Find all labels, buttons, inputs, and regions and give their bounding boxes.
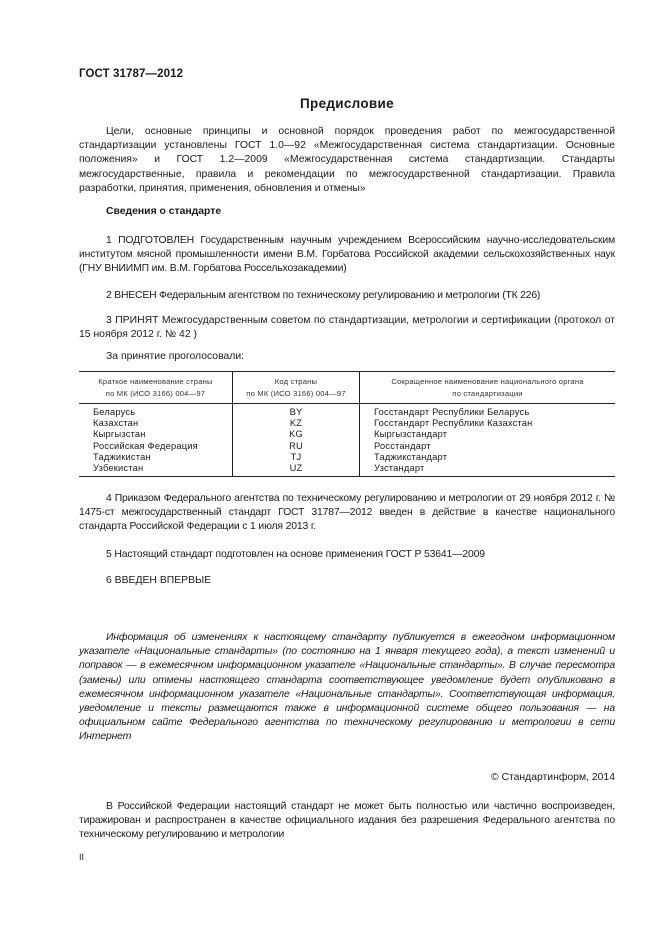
country-cell: Узбекистан xyxy=(79,463,233,477)
body-cell: Кыргызстандарт xyxy=(360,429,616,440)
table-row xyxy=(79,404,615,419)
body-cell: Таджикстандарт xyxy=(360,452,616,463)
table-row xyxy=(79,441,615,452)
standard-info-heading: Сведения о стандарте xyxy=(106,206,222,217)
intro-paragraph: Цели, основные принципы и основной порядок проведения работ по межгосударственной стандартизации установлены ГОСТ 1.0—92 «Межгосударственная система стандартизации. Основные положения» и ГОСТ 1.2—2009 «Межгосударственная система стандартизации. Стандарты межгосударственные, правила и рекомендации по межгосударственной стандартизации. Правила разработки, принятия, применения, обновления и отмены» xyxy=(79,126,615,194)
changes-notice: Информация об изменениях к настоящему стандарту публикуется в ежегодном информационном указателе «Национальные стандарты» (по состоянию на 1 января текущего года), а текст изменений и поправок — в ежемесячном информационном указателе «Национальные стандарты». В случае пересмотра (замены) или отмены настоящего стандарта соответствующее уведомление будет опубликовано в ежемесячном информационном указателе «Национальные стандарты». Соответствующая информация, уведомление и тексты размещаются также в информационной системе общего пользования — на официальном сайте Федерального агентства по техническому регулированию и метрологии в сети Интернет xyxy=(79,632,615,743)
page-number: II xyxy=(79,852,85,862)
table-row xyxy=(79,463,615,477)
code-cell: UZ xyxy=(233,463,360,477)
body-cell: Госстандарт Республики Казахстан xyxy=(360,418,616,429)
info-item-5: 5 Настоящий стандарт подготовлен на основе применения ГОСТ Р 53641—2009 xyxy=(106,549,485,560)
reproduction-notice: В Российской Федерации настоящий стандарт не может быть полностью или частично воспроизведен, тиражирован и распространен в качестве официального издания без разрешения Федерального агентства по техническому регулированию и метрологии xyxy=(79,801,615,841)
vote-table-header-row xyxy=(79,372,615,404)
body-cell: Росстандарт xyxy=(360,441,616,452)
info-item-1: 1 ПОДГОТОВЛЕН Государственным научным учреждением Всероссийским научно-исследовательским институтом мясной промышленности имени В.М. Горбатова Российской академии сельскохозяйственных наук (ГНУ ВНИИМП им. В.М. Горбатова Россельхозакадемии) xyxy=(79,235,615,275)
code-cell: RU xyxy=(233,441,360,452)
table-row xyxy=(79,452,615,463)
body-cell: Узстандарт xyxy=(360,463,616,477)
info-item-2: 2 ВНЕСЕН Федеральным агентством по техническому регулированию и метрологии (ТК 226) xyxy=(106,290,541,301)
code-cell: BY xyxy=(233,404,360,419)
vote-table xyxy=(79,371,615,477)
table-row xyxy=(79,429,615,440)
country-cell: Таджикистан xyxy=(93,451,151,462)
code-cell: TJ xyxy=(233,452,360,463)
column-header-country: Краткое наименование страны по МК (ИСО 3166) 004—97 xyxy=(79,372,233,404)
country-cell: Кыргызстан xyxy=(93,429,146,440)
page-title: Предисловие xyxy=(300,96,394,111)
country-cell: Российская Федерация xyxy=(93,440,198,451)
country-cell: Казахстан xyxy=(93,418,139,429)
code-cell: KG xyxy=(233,429,360,440)
column-header-code: Код страны по МК (ИСО 3166) 004—97 xyxy=(233,372,360,404)
vote-label: За принятие проголосовали: xyxy=(106,351,245,362)
body-cell: Госстандарт Республики Беларусь xyxy=(360,404,616,419)
country-cell: Беларусь xyxy=(93,407,136,417)
info-item-3: 3 ПРИНЯТ Межгосударственным советом по стандартизации, метрологии и сертификации (протокол от 15 ноября 2012 г. № 42 ) xyxy=(79,315,615,341)
table-row xyxy=(79,418,615,429)
copyright-notice: © Стандартинформ, 2014 xyxy=(490,772,615,783)
info-item-4: 4 Приказом Федерального агентства по техническому регулированию и метрологии от 29 ноября 2012 г. № 1475-ст межгосударственный стандарт ГОСТ 31787—2012 введен в действие в качестве национального стандарта Российской Федерации с 1 июля 2013 г. xyxy=(79,493,615,533)
info-item-6: 6 ВВЕДЕН ВПЕРВЫЕ xyxy=(106,575,212,586)
code-cell: KZ xyxy=(233,418,360,429)
document-code: ГОСТ 31787—2012 xyxy=(79,68,184,80)
column-header-body: Сокращенное наименование национального органа по стандартизации xyxy=(360,372,616,404)
